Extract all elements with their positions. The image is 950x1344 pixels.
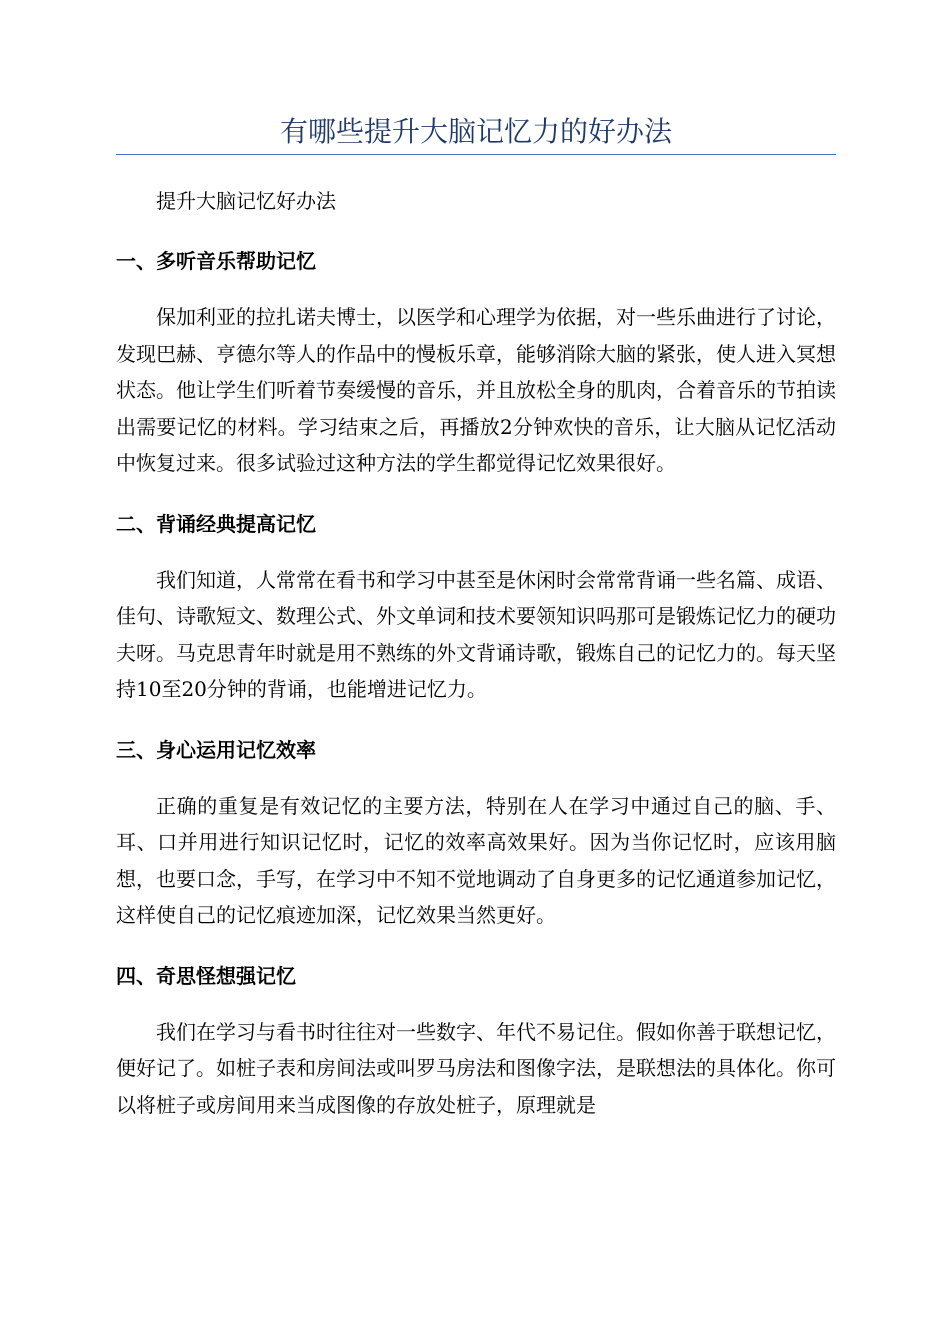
section-body-1: 保加利亚的拉扎诺夫博士，以医学和心理学为依据，对一些乐曲进行了讨论，发现巴赫、亨德尔等人的作品中的慢板乐章，能够消除大脑的紧张，使人进入冥想状态。他让学生们听着节奏缓慢的音乐，并且放松全身的肌肉，合着音乐的节拍读出需要记忆的材料。学习结束之后，再播放2分钟欢快的音乐，让大脑从记忆活动中恢复过来。很多试验过这种方法的学生都觉得记忆效果很好。 <box>116 305 836 475</box>
section-heading-2: 二、背诵经典提高记忆 <box>116 511 316 536</box>
section-body-4: 我们在学习与看书时往往对一些数字、年代不易记住。假如你善于联想记忆，便好记了。如桩子表和房间法或叫罗马房法和图像字法，是联想法的具体化。你可以将桩子或房间用来当成图像的存放处桩子，原理就是 <box>116 1019 836 1117</box>
section-body-3: 正确的重复是有效记忆的主要方法，特别在人在学习中通过自己的脑、手、耳、口并用进行知识记忆时，记忆的效率高效果好。因为当你记忆时，应该用脑想，也要口念，手写，在学习中不知不觉地调动了自身更多的记忆通道参加记忆，这样使自己的记忆痕迹加深，记忆效果当然更好。 <box>116 793 836 927</box>
document-title: 有哪些提升大脑记忆力的好办法 <box>116 110 836 155</box>
section-body-2: 我们知道，人常常在看书和学习中甚至是休闲时会常常背诵一些名篇、成语、佳句、诗歌短文、数理公式、外文单词和技术要领知识吗那可是锻炼记忆力的硬功夫呀。马克思青年时就是用不熟练的外文背诵诗歌，锻炼自己的记忆力的。每天坚持10至20分钟的背诵，也能增进记忆力。 <box>116 567 836 701</box>
section-heading-1: 一、多听音乐帮助记忆 <box>116 249 316 273</box>
section-heading-3: 三、身心运用记忆效率 <box>116 737 316 762</box>
intro-paragraph: 提升大脑记忆好办法 <box>156 189 336 213</box>
section-heading-4: 四、奇思怪想强记忆 <box>116 963 296 988</box>
document-page <box>116 110 836 1123</box>
